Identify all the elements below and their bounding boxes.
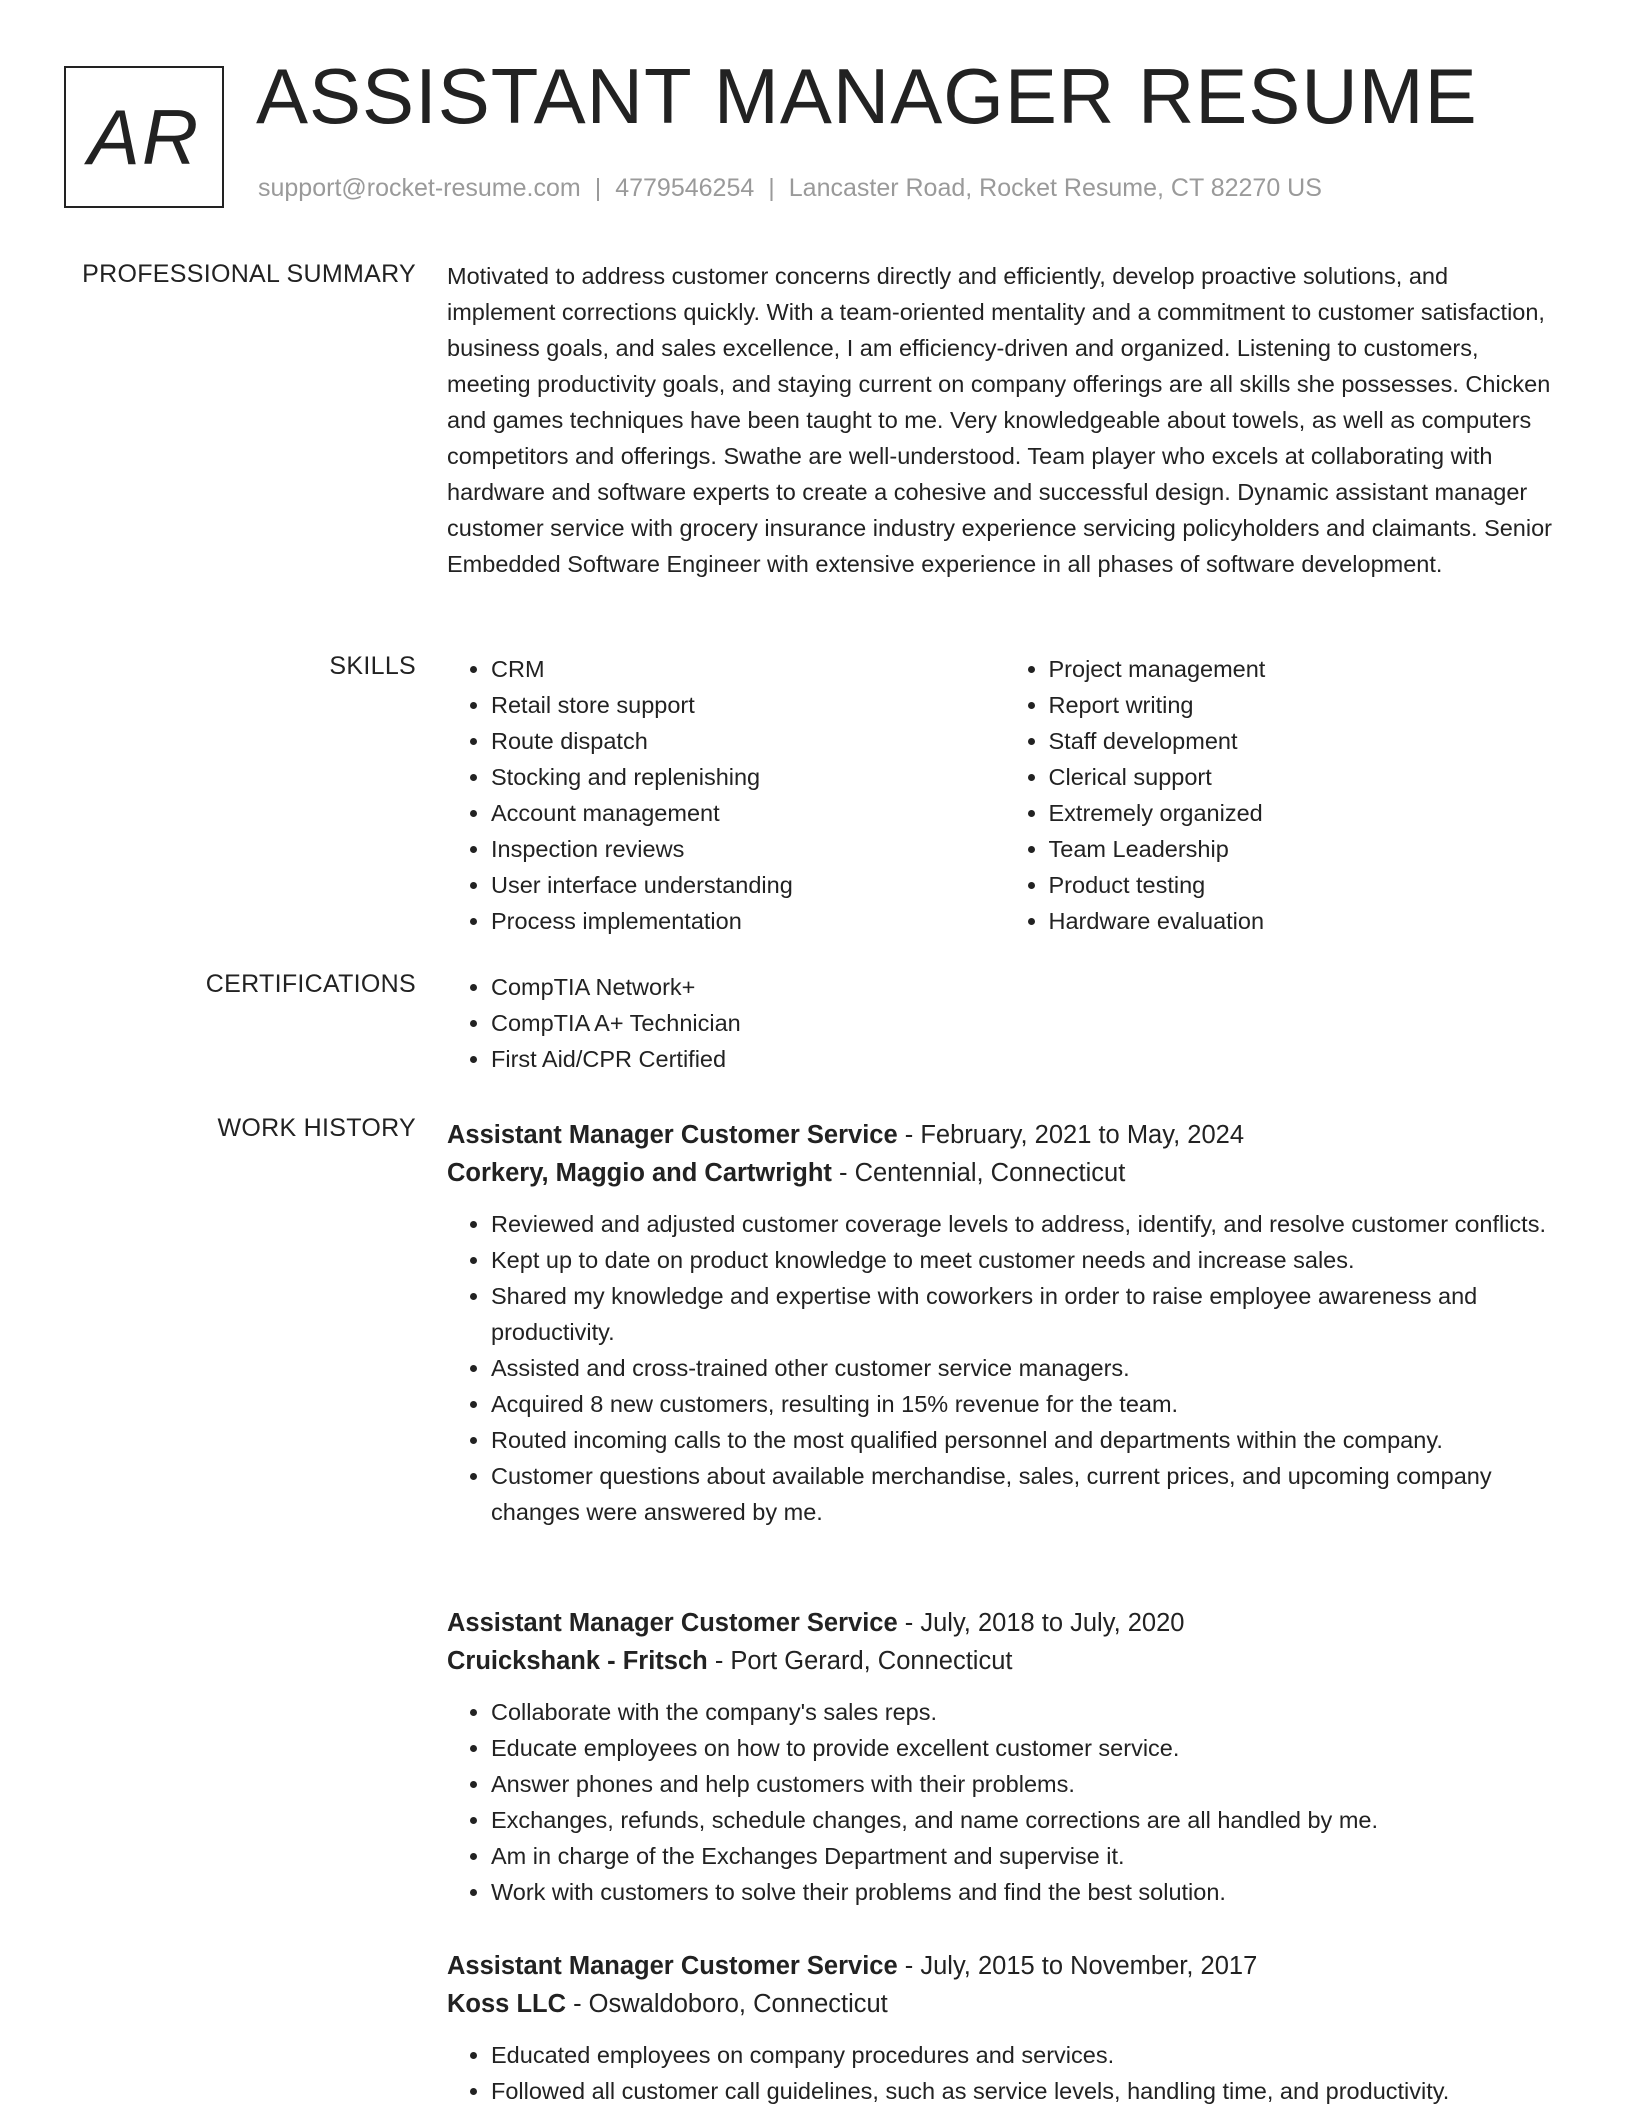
job-duty: • Educated employees on company procedures and services. bbox=[491, 2037, 1562, 2073]
job-dates: - February, 2021 to May, 2024 bbox=[904, 1121, 1244, 1149]
job-duties-list bbox=[447, 1694, 1562, 1910]
skill-item: • Product testing bbox=[1049, 867, 1563, 903]
skill-item: • Account management bbox=[491, 795, 1005, 831]
skill-item: • Clerical support bbox=[1049, 759, 1563, 795]
job-dates: - July, 2015 to November, 2017 bbox=[904, 1952, 1258, 1980]
skill-item: • Report writing bbox=[1049, 687, 1563, 723]
section-label-summary: PROFESSIONAL SUMMARY bbox=[82, 260, 416, 288]
job-company: Koss LLC bbox=[447, 1990, 567, 2018]
job-company: Cruickshank - Fritsch bbox=[447, 1647, 708, 1675]
job-duty: • Assisted and cross-trained other customer service managers. bbox=[491, 1350, 1562, 1386]
job-duty: • Acquired 8 new customers, resulting in 15% revenue for the team. bbox=[491, 1386, 1562, 1422]
job-duty: • Customer questions about available merchandise, sales, current prices, and upcoming company changes were answered by me. bbox=[491, 1458, 1562, 1530]
job-dates: - July, 2018 to July, 2020 bbox=[904, 1609, 1185, 1637]
job-duty: • Answer phones and help customers with their problems. bbox=[491, 1766, 1562, 1802]
contact-email[interactable]: support@rocket-resume.com bbox=[258, 174, 581, 202]
job-duty: • Kept up to date on product knowledge to meet customer needs and increase sales. bbox=[491, 1242, 1562, 1278]
job-duty: • Am in charge of the Exchanges Department and supervise it. bbox=[491, 1838, 1562, 1874]
contact-address: Lancaster Road, Rocket Resume, CT 82270 US bbox=[788, 174, 1322, 202]
certifications-list bbox=[447, 969, 1562, 1077]
contact-separator: | bbox=[768, 174, 775, 202]
skill-item: • User interface understanding bbox=[491, 867, 1005, 903]
resume-title: ASSISTANT MANAGER RESUME bbox=[256, 52, 1478, 140]
job-duty: • Collaborate with the company's sales reps. bbox=[491, 1694, 1562, 1730]
job-duties-list bbox=[447, 2037, 1562, 2109]
job-heading bbox=[447, 1604, 1562, 1642]
section-label-certifications: CERTIFICATIONS bbox=[205, 970, 416, 998]
skill-item: • Stocking and replenishing bbox=[491, 759, 1005, 795]
skill-item: • Retail store support bbox=[491, 687, 1005, 723]
monogram-box bbox=[64, 66, 224, 208]
summary-section bbox=[447, 258, 1562, 582]
job-duty: • Exchanges, refunds, schedule changes, and name corrections are all handled by me. bbox=[491, 1802, 1562, 1838]
skill-item: • CRM bbox=[491, 651, 1005, 687]
job-location: - Port Gerard, Connecticut bbox=[714, 1647, 1013, 1675]
job-heading bbox=[447, 1116, 1562, 1154]
skill-item: • Project management bbox=[1049, 651, 1563, 687]
job-duty: • Shared my knowledge and expertise with coworkers in order to raise employee awareness and productivity. bbox=[491, 1278, 1562, 1350]
skills-list-left bbox=[447, 651, 1005, 939]
skill-item: • Inspection reviews bbox=[491, 831, 1005, 867]
skill-item: • Hardware evaluation bbox=[1049, 903, 1563, 939]
summary-text: Motivated to address customer concerns directly and efficiently, develop proactive solutions, and implement corrections quickly. With a team-oriented mentality and a commitment to customer satisfaction, business goals, and sales excellence, I am efficiency-driven and organized. Listening to customers, meeting productivity goals, and staying current on company offerings are all skills she possesses. Chicken and games techniques have been taught to me. Very knowledgeable about towels, as well as computers competitors and offerings. Swathe are well-understood. Team player who excels at collaborating with hardware and software experts to create a cohesive and successful design. Dynamic assistant manager customer service with grocery insurance industry experience servicing policyholders and claimants. Senior Embedded Software Engineer with extensive experience in all phases of software development. bbox=[447, 263, 1552, 577]
job-title: Assistant Manager Customer Service bbox=[447, 1121, 898, 1149]
job-duty: • Reviewed and adjusted customer coverage levels to address, identify, and resolve customer conflicts. bbox=[491, 1206, 1562, 1242]
job-duty: • Routed incoming calls to the most qualified personnel and departments within the company. bbox=[491, 1422, 1562, 1458]
job-employer bbox=[447, 1642, 1562, 1680]
job-company: Corkery, Maggio and Cartwright bbox=[447, 1159, 832, 1187]
section-label-work-history: WORK HISTORY bbox=[217, 1114, 416, 1142]
job-duties-list bbox=[447, 1206, 1562, 1530]
job-heading bbox=[447, 1947, 1562, 1985]
certification-item: • First Aid/CPR Certified bbox=[491, 1041, 1562, 1077]
skill-item: • Team Leadership bbox=[1049, 831, 1563, 867]
certification-item: • CompTIA Network+ bbox=[491, 969, 1562, 1005]
job-title: Assistant Manager Customer Service bbox=[447, 1952, 898, 1980]
job-employer bbox=[447, 1985, 1562, 2023]
job-employer bbox=[447, 1154, 1562, 1192]
job-duty: • Work with customers to solve their problems and find the best solution. bbox=[491, 1874, 1562, 1910]
job-location: - Oswaldoboro, Connecticut bbox=[573, 1990, 888, 2018]
contact-phone[interactable]: 4779546254 bbox=[615, 174, 755, 202]
skills-section bbox=[447, 651, 1562, 939]
contact-line bbox=[258, 174, 1322, 203]
monogram-initials: AR bbox=[87, 93, 201, 181]
skill-item: • Route dispatch bbox=[491, 723, 1005, 759]
job-entry bbox=[447, 1116, 1562, 1530]
job-duty: • Educate employees on how to provide excellent customer service. bbox=[491, 1730, 1562, 1766]
section-label-skills: SKILLS bbox=[329, 652, 416, 680]
certification-item: • CompTIA A+ Technician bbox=[491, 1005, 1562, 1041]
job-duty: • Followed all customer call guidelines, such as service levels, handling time, and productivity. bbox=[491, 2073, 1562, 2109]
skill-item: • Extremely organized bbox=[1049, 795, 1563, 831]
certifications-section bbox=[447, 969, 1562, 1077]
job-entry bbox=[447, 1604, 1562, 1910]
skill-item: • Staff development bbox=[1049, 723, 1563, 759]
job-entry bbox=[447, 1947, 1562, 2109]
job-location: - Centennial, Connecticut bbox=[839, 1159, 1126, 1187]
skills-list-right bbox=[1005, 651, 1563, 939]
contact-separator: | bbox=[594, 174, 602, 202]
job-title: Assistant Manager Customer Service bbox=[447, 1609, 898, 1637]
skill-item: • Process implementation bbox=[491, 903, 1005, 939]
